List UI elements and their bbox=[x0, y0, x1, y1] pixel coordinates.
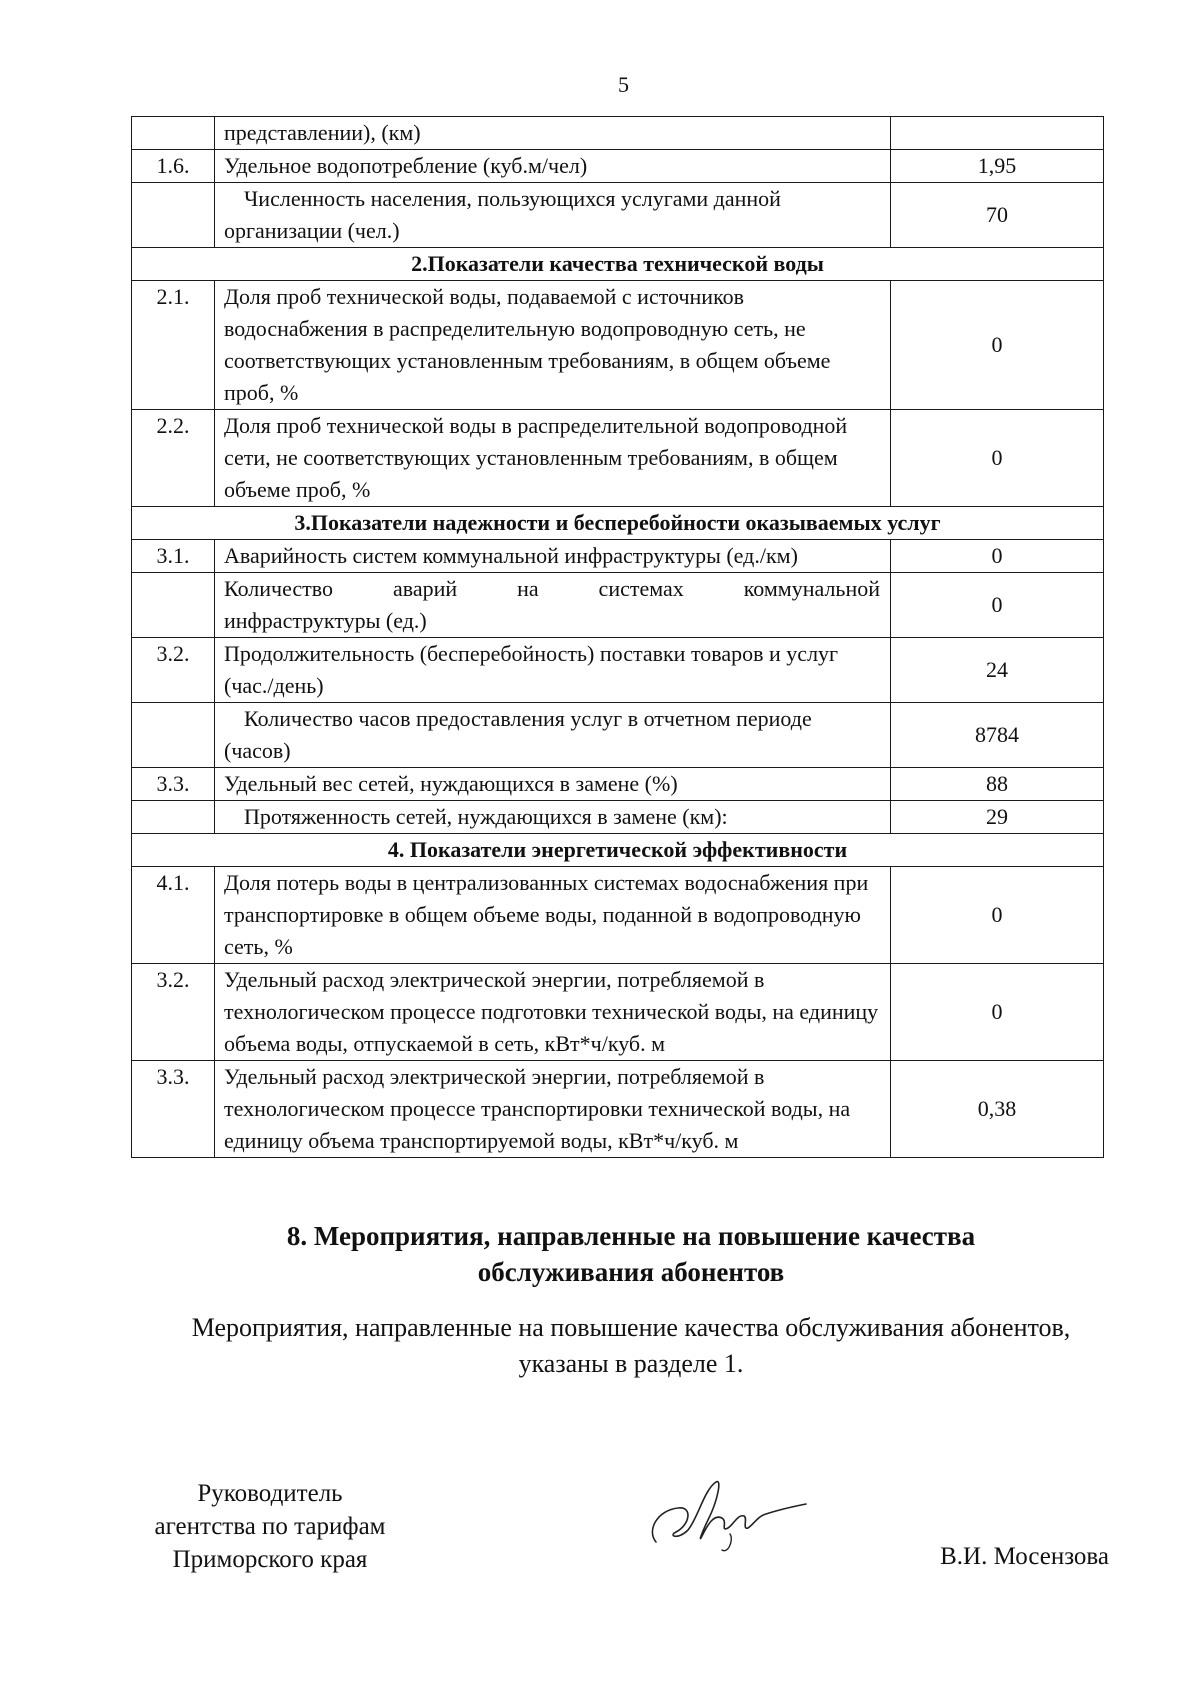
table-row bbox=[132, 801, 1104, 834]
table-row bbox=[132, 964, 1104, 1061]
indicator-value: 0 bbox=[891, 964, 1104, 1061]
signer-name: В.И. Мосензова bbox=[940, 1543, 1109, 1570]
indicator-description: Аварийность систем коммунальной инфраструктуры (ед./км) bbox=[215, 540, 891, 573]
indicator-value: 8784 bbox=[891, 703, 1104, 768]
table-row bbox=[132, 117, 1104, 150]
section-8-text-line: Мероприятия, направленные на повышение качества обслуживания абонентов, bbox=[191, 1313, 1071, 1342]
indicator-value: 0 bbox=[891, 867, 1104, 964]
indicator-description: Протяженность сетей, нуждающихся в замене (км): bbox=[215, 801, 891, 834]
signer-title-line: Приморского края bbox=[172, 1546, 368, 1573]
indicators-table bbox=[131, 116, 1104, 1158]
indicator-description: Продолжительность (бесперебойность) поставки товаров и услуг (час./день) bbox=[215, 638, 891, 703]
indicator-value: 0,38 bbox=[891, 1061, 1104, 1158]
section-header-row bbox=[132, 248, 1104, 281]
section-8-heading-line: 8. Мероприятия, направленные на повышение качества bbox=[286, 1221, 976, 1251]
indicator-value: 0 bbox=[891, 410, 1104, 507]
row-number: 2.1. bbox=[132, 281, 215, 410]
handwritten-signature bbox=[638, 1470, 808, 1560]
table-row bbox=[132, 638, 1104, 703]
row-number bbox=[132, 703, 215, 768]
indicator-description: представлении), (км) bbox=[215, 117, 891, 150]
indicator-value: 24 bbox=[891, 638, 1104, 703]
row-number: 3.1. bbox=[132, 540, 215, 573]
indicator-value: 0 bbox=[891, 281, 1104, 410]
section-title: 2.Показатели качества технической воды bbox=[132, 248, 1104, 281]
indicator-description: Удельный расход электрической энергии, потребляемой в технологическом процессе подготовки технической воды, на единицу объема воды, отпускаемой в сеть, кВт*ч/куб. м bbox=[215, 964, 891, 1061]
indicator-description bbox=[215, 573, 891, 638]
indicator-value: 70 bbox=[891, 183, 1104, 248]
indicator-description: Доля проб технической воды в распределительной водопроводной сети, не соответствующих установленным требованиям, в общем объеме проб, % bbox=[215, 410, 891, 507]
row-number: 1.6. bbox=[132, 150, 215, 183]
table-row bbox=[132, 410, 1104, 507]
indicator-value: 1,95 bbox=[891, 150, 1104, 183]
table-row bbox=[132, 183, 1104, 248]
section-title: 3.Показатели надежности и бесперебойности оказываемых услуг bbox=[132, 507, 1104, 540]
table-row bbox=[132, 281, 1104, 410]
row-number bbox=[132, 183, 215, 248]
section-8-text-line: указаны в разделе 1. bbox=[518, 1349, 744, 1378]
signer-title-line: агентства по тарифам bbox=[154, 1513, 386, 1540]
indicator-value: 0 bbox=[891, 573, 1104, 638]
table-row bbox=[132, 150, 1104, 183]
section-title: 4. Показатели энергетической эффективности bbox=[132, 834, 1104, 867]
table-row bbox=[132, 540, 1104, 573]
indicator-description: Численность населения, пользующихся услугами данной организации (чел.) bbox=[215, 183, 891, 248]
signer-title bbox=[120, 1477, 420, 1576]
description-line: Количество аварий на системах коммунальной bbox=[224, 576, 880, 601]
table-row bbox=[132, 573, 1104, 638]
row-number: 3.3. bbox=[132, 768, 215, 801]
row-number bbox=[132, 573, 215, 638]
table-row bbox=[132, 768, 1104, 801]
table-row bbox=[132, 1061, 1104, 1158]
table-row bbox=[132, 867, 1104, 964]
section-8-heading-line: обслуживания абонентов bbox=[477, 1257, 785, 1287]
section-header-row bbox=[132, 507, 1104, 540]
indicator-value bbox=[891, 117, 1104, 150]
indicators-table-body bbox=[132, 117, 1104, 1158]
indicator-value: 88 bbox=[891, 768, 1104, 801]
section-header-row bbox=[132, 834, 1104, 867]
indicator-description: Доля проб технической воды, подаваемой с источников водоснабжения в распределительную водопроводную сеть, не соответствующих установленным требованиям, в общем объеме проб, % bbox=[215, 281, 891, 410]
indicator-description: Количество часов предоставления услуг в отчетном периоде (часов) bbox=[215, 703, 891, 768]
page-number: 5 bbox=[618, 72, 629, 97]
row-number: 4.1. bbox=[132, 867, 215, 964]
description-line: инфраструктуры (ед.) bbox=[224, 608, 427, 633]
signer-title-line: Руководитель bbox=[197, 1480, 343, 1507]
row-number: 3.3. bbox=[132, 1061, 215, 1158]
indicator-description: Удельный расход электрической энергии, потребляемой в технологическом процессе транспортировки технической воды, на единицу объема транспортируемой воды, кВт*ч/куб. м bbox=[215, 1061, 891, 1158]
indicator-value: 29 bbox=[891, 801, 1104, 834]
indicator-description: Доля потерь воды в централизованных системах водоснабжения при транспортировке в общем объеме воды, поданной в водопроводную сеть, % bbox=[215, 867, 891, 964]
indicator-description: Удельный вес сетей, нуждающихся в замене (%) bbox=[215, 768, 891, 801]
table-row bbox=[132, 703, 1104, 768]
row-number bbox=[132, 117, 215, 150]
section-8-text bbox=[131, 1310, 1131, 1382]
indicator-value: 0 bbox=[891, 540, 1104, 573]
row-number bbox=[132, 801, 215, 834]
row-number: 3.2. bbox=[132, 638, 215, 703]
indicator-description: Удельное водопотребление (куб.м/чел) bbox=[215, 150, 891, 183]
row-number: 3.2. bbox=[132, 964, 215, 1061]
row-number: 2.2. bbox=[132, 410, 215, 507]
section-8-heading bbox=[131, 1218, 1131, 1290]
